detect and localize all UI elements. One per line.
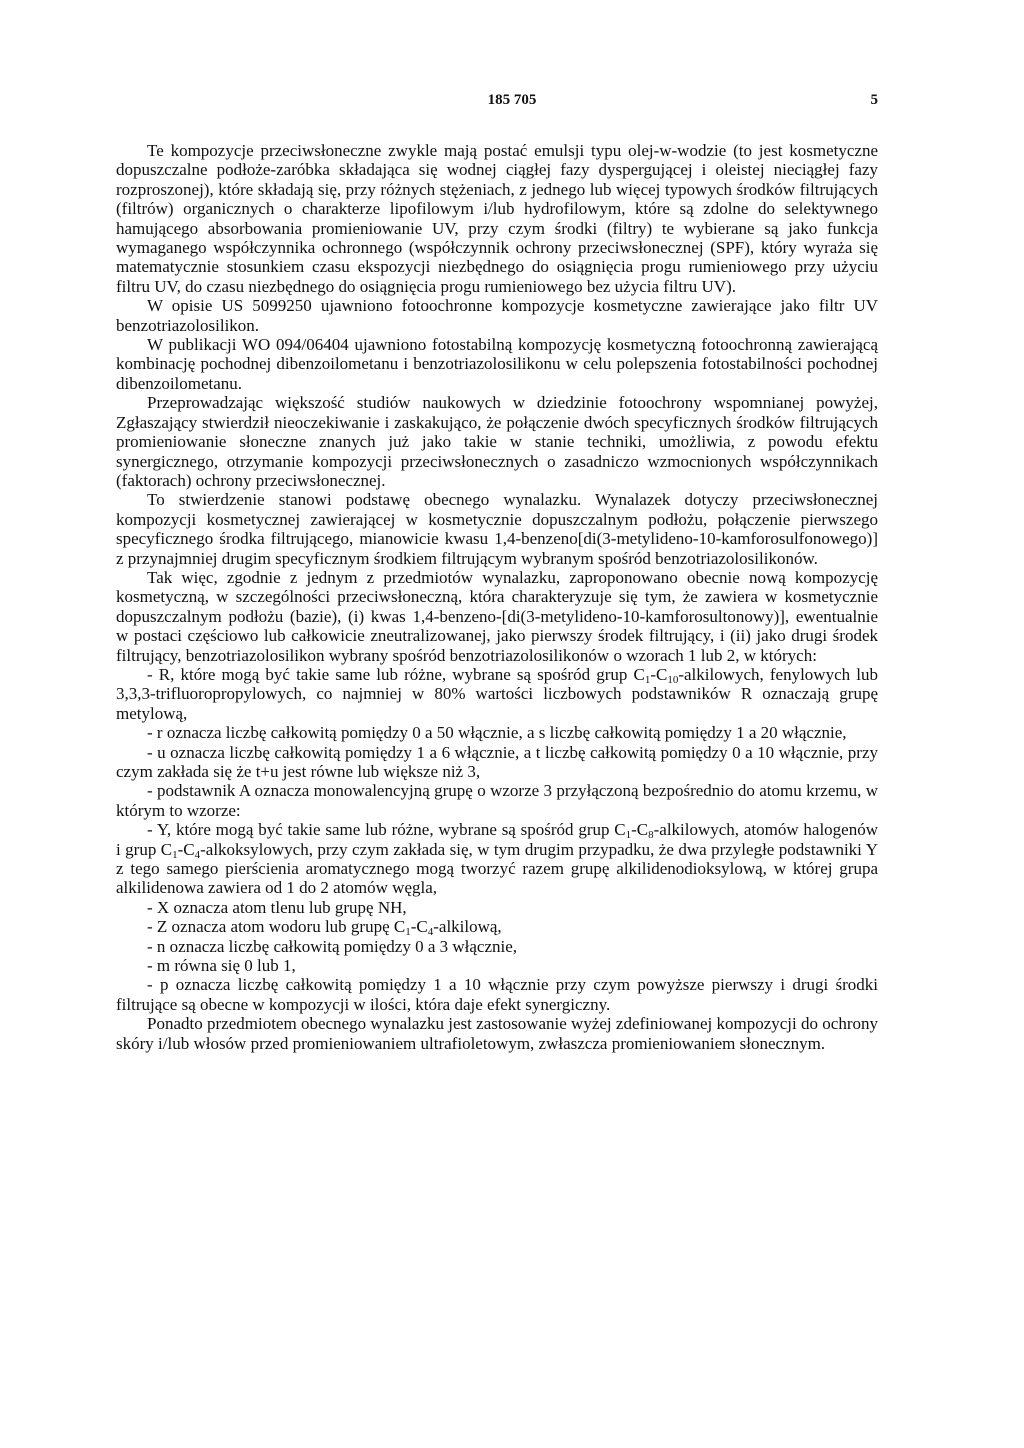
definition-substituent-a: - podstawnik A oznacza monowalencyjną grupę o wzorze 3 przyłączoną bezpośrednio do atomu krzemu, w którym to wzorze: [116, 781, 878, 820]
definition-m: - m równa się 0 lub 1, [147, 956, 296, 976]
paragraph-sunscreen-emulsions: Te kompozycje przeciwsłoneczne zwykle mają postać emulsji typu olej-w-wodzie (to jest kosmetyczne dopuszczalne podłoże-zaróbka składająca się wodnej ciągłej fazy dyspergującej i oleistej nieciągłej fazy rozproszonej), które składają się, przy różnych stężeniach, z jednego lub więcej typowych środków filtrujących (filtrów) organicznych o charakterze lipofilowym i/lub hydrofilowym, które są zdolne do selektywnego hamującego absorbowania promieniowanie UV, przy czym środki (filtry) te wybierane są jako funkcja wymaganego współczynnika ochronnego (współczynnik ochrony przeciwsłonecznej (SPF), który wyraża się matematycznie stosunkiem czasu ekspozycji niezbędnego do osiągnięcia progu rumieniowego przy użyciu filtru UV, do czasu niezbędnego do osiągnięcia progu rumieniowego bez użycia filtru UV). [116, 141, 878, 296]
paragraph-composition: Tak więc, zgodnie z jednym z przedmiotów wynalazku, zaproponowano obecnie nową kompozycję kosmetyczną, w szczególności przeciwsłoneczną, która charakteryzuje się tym, że zawiera w kosmetycznie dopuszczalnym podłożu (bazie), (i) kwas 1,4-benzeno-[di(3-metylideno-10-kamforosultonowy)], ewentualnie w postaci częściowo lub całkowicie zneutralizowanej, jako pierwszy środek filtrujący, i (ii) jako drugi środek filtrujący, benzotriazolosilikon wybrany spośród benzotriazolosilikonów o wzorach 1 lub 2, w których: [116, 567, 878, 665]
definition-z: - Z oznacza atom wodoru lub grupę $C_1-C_4$-alkilową, [147, 917, 502, 939]
paragraph-findings: Przeprowadzając większość studiów naukowych w dziedzinie fotoochrony wspomnianej powyżej, Zgłaszający stwierdził nieoczekiwanie i zaskakująco, że połączenie dwóch specyficznych środków filtrujących promieniowanie słoneczne znanych już jako takie w stanie techniki, umożliwia, z powodu efektu synergicznego, otrzymanie kompozycji przeciwsłonecznych o zasadniczo wzmocnionych współczynnikach (faktorach) ochrony przeciwsłonecznej. [116, 393, 878, 490]
page-number: 5 [870, 92, 878, 108]
definition-x: - X oznacza atom tlenu lub grupę NH, [147, 897, 407, 917]
definition-r-s: - r oznacza liczbę całkowitą pomiędzy 0 a 50 włącznie, a s liczbę całkowitą pomiędzy 1 a 20 włącznie, [147, 723, 847, 743]
paragraph-invention-basis: To stwierdzenie stanowi podstawę obecnego wynalazku. Wynalazek dotyczy przeciwsłonecznej kompozycji kosmetycznej zawierającej w kosmetycznie dopuszczalnym podłożu, połączenie pierwszego specyficznego środka filtrującego, mianowicie kwasu 1,4-benzeno[di(3-metylideno-10-kamforosulfonowego)] z przynajmniej drugim specyficznym środkiem filtrującym wybranym spośród benzotriazolosilikonów. [116, 490, 878, 568]
definition-y-groups: - Y, które mogą być takie same lub różne, wybrane są spośród grup $C_1-C_8$-alkilowych, atomów halogenów i grup $C_1-C_4$-alkoksylowych, przy czym zakłada się, w tym drugim przypadku, że dwa przyległe podstawniki Y z tego samego pierścienia aromatycznego mogą tworzyć razem grupę alkilidenodioksylową, w której grupa alkilidenowa zawiera od 1 do 2 atomów węgla, [116, 820, 878, 898]
definition-r-groups: - R, które mogą być takie same lub różne, wybrane są spośród grup $C_1-C_{10}$-alkilowych, fenylowych lub 3,3,3-trifluoropropylowych, co najmniej w 80% wartości liczbowych podstawników R oznaczają grupę metylową, [116, 664, 878, 723]
document-body [116, 141, 878, 1053]
page-header [0, 92, 1024, 116]
paragraph-use: Ponadto przedmiotem obecnego wynalazku jest zastosowanie wyżej zdefiniowanej kompozycji do ochrony skóry i/lub włosów przed promieniowaniem ultrafioletowym, zwłaszcza promieniowaniem słonecznym. [116, 1014, 878, 1053]
paragraph-wo-publication: W publikacji WO 094/06404 ujawniono fotostabilną kompozycję kosmetyczną fotoochronną zawierającą kombinację pochodnej dibenzoilometanu i benzotriazolosilikonu w celu polepszenia fotostabilności pochodnej dibenzoilometanu. [116, 335, 878, 393]
paragraph-us-patent: W opisie US 5099250 ujawniono fotoochronne kompozycje kosmetyczne zawierające jako filtr UV benzotriazolosilikon. [116, 296, 878, 335]
definition-p: - p oznacza liczbę całkowitą pomiędzy 1 a 10 włącznie przy czym powyższe pierwszy i drugi środki filtrujące są obecne w kompozycji w ilości, która daje efekt synergiczny. [116, 975, 878, 1014]
definition-n: - n oznacza liczbę całkowitą pomiędzy 0 a 3 włącznie, [147, 936, 518, 956]
document-number: 185 705 [487, 92, 537, 108]
definition-u-t: - u oznacza liczbę całkowitą pomiędzy 1 a 6 włącznie, a t liczbę całkowitą pomiędzy 0 a 10 włącznie, przy czym zakłada się że t+u jest równe lub większe niż 3, [116, 742, 878, 781]
